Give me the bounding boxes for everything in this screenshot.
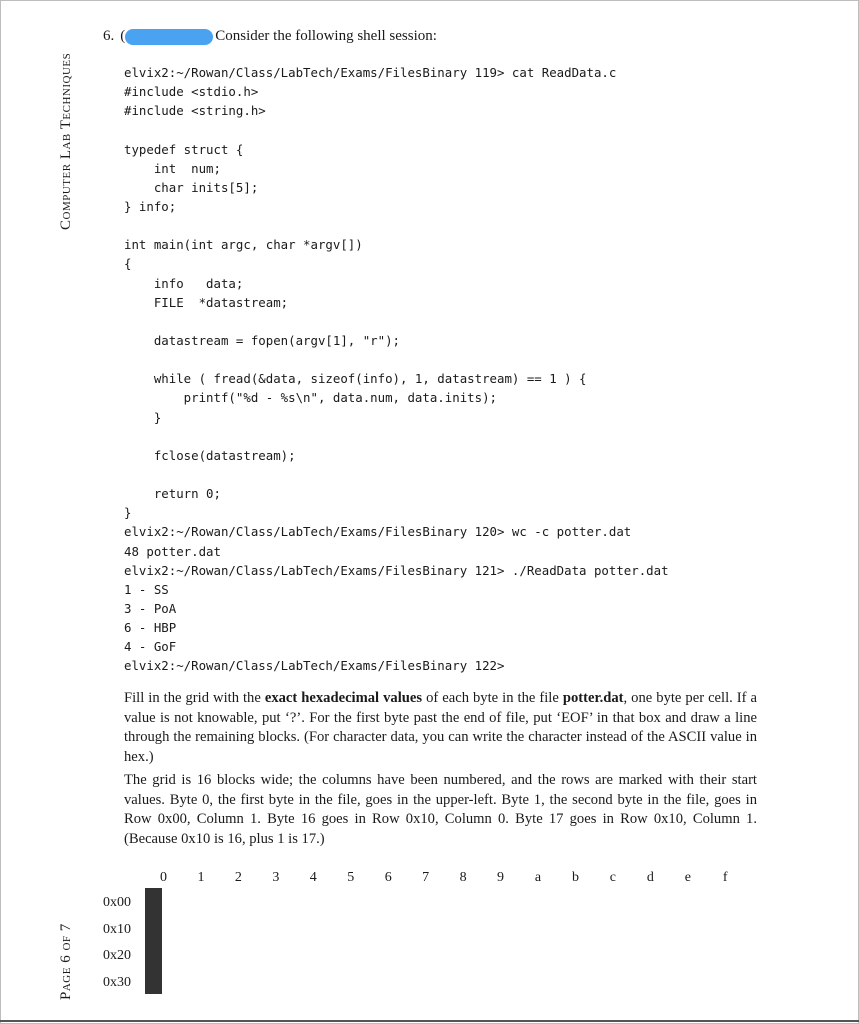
row-label: 0x30: [103, 974, 131, 990]
column-label: 4: [309, 870, 317, 885]
code-line: [124, 216, 669, 235]
page-number: Page 6 of 7: [58, 923, 74, 1000]
grid-cell[interactable]: [161, 967, 162, 993]
code-line: 3 - PoA: [124, 600, 177, 616]
question-header: [103, 28, 437, 45]
column-label: f: [722, 870, 728, 885]
instructions-text-3: , one byte per cell. If a value is not knowable, put ‘?’. For the first byte past the end of file, put ‘EOF’ in that box and draw a line through the remaining blocks. (For character data, you can write the character instead of the ASCII value in hex.): [124, 690, 758, 765]
code-line: int main(int argc, char *argv[]): [124, 237, 363, 253]
column-label: 6: [384, 870, 392, 885]
grid-cell[interactable]: [161, 915, 162, 941]
code-line: #include <string.h>: [124, 103, 266, 119]
grid-row: [146, 915, 162, 941]
column-label: 5: [347, 870, 355, 885]
instructions-text-2: of each byte in the file: [422, 690, 563, 706]
code-line: elvix2:~/Rowan/Class/LabTech/Exams/FilesBinary 122>: [124, 658, 505, 674]
code-line: int num;: [124, 160, 221, 176]
grid-row: [146, 967, 162, 993]
redaction-mark: [125, 29, 213, 45]
code-line: 1 - SS: [124, 581, 169, 597]
code-line: {: [124, 256, 132, 272]
code-line: typedef struct {: [124, 141, 244, 157]
code-line: 6 - HBP: [124, 620, 177, 636]
code-line: }: [124, 409, 162, 425]
column-label: d: [646, 870, 654, 885]
code-line: 48 potter.dat: [124, 543, 221, 559]
column-label: 9: [497, 870, 505, 885]
code-line: [124, 465, 669, 484]
question-intro: Consider the following shell session:: [215, 28, 437, 44]
column-label: 3: [272, 870, 280, 885]
code-line: [124, 427, 669, 446]
code-line: char inits[5];: [124, 179, 259, 195]
column-label: 0: [160, 870, 167, 885]
code-line: } info;: [124, 198, 177, 214]
column-label: a: [534, 870, 542, 885]
instructions-bold-filename: potter.dat: [562, 690, 624, 706]
code-line: FILE *datastream;: [124, 294, 289, 310]
code-line: [124, 350, 669, 369]
code-line: elvix2:~/Rowan/Class/LabTech/Exams/FilesBinary 121> ./ReadData potter.dat: [124, 562, 669, 578]
code-line: return 0;: [124, 486, 221, 502]
column-label: 8: [459, 870, 467, 885]
column-label: 7: [422, 870, 430, 885]
code-line: elvix2:~/Rowan/Class/LabTech/Exams/FilesBinary 119> cat ReadData.c: [124, 65, 617, 80]
code-line: 4 - GoF: [124, 639, 177, 655]
code-line: fclose(datastream);: [124, 447, 296, 463]
column-label: 2: [234, 870, 242, 885]
column-label: e: [684, 870, 691, 885]
grid-cell[interactable]: [161, 889, 162, 915]
code-line: while ( fread(&data, sizeof(info), 1, datastream) == 1 ) {: [124, 371, 587, 387]
code-line: datastream = fopen(argv[1], "r");: [124, 332, 401, 348]
byte-grid: [145, 888, 162, 994]
running-header: Computer Lab Techniques: [58, 52, 74, 230]
row-label: 0x00: [103, 895, 131, 910]
column-label: c: [609, 870, 616, 885]
code-line: info data;: [124, 275, 244, 291]
point-value-paren: (: [120, 28, 126, 44]
code-line: #include <stdio.h>: [124, 84, 259, 100]
column-label: b: [571, 870, 579, 885]
row-label: 0x20: [103, 948, 131, 963]
grid-explanation-paragraph: The grid is 16 blocks wide; the columns have been numbered, and the rows are marked with their start values. Byte 0, the first byte in the file, goes in the upper-left. Byte 1, the second byte in the file, goes in Row 0x00, Column 1. Byte 16 goes in Row 0x10, Column 0. Byte 17 goes in Row 0x10, Column 1. (Because 0x10 is 16, plus 1 is 17.): [124, 772, 757, 847]
code-line: elvix2:~/Rowan/Class/LabTech/Exams/FilesBinary 120> wc -c potter.dat: [124, 524, 632, 540]
question-number: 6.: [103, 28, 115, 44]
shell-session-code: [124, 63, 669, 676]
grid-row: [146, 889, 162, 915]
code-line: printf("%d - %s\n", data.num, data.inits);: [124, 390, 497, 406]
grid-cell[interactable]: [161, 941, 162, 967]
grid-row: [146, 941, 162, 967]
code-line: }: [124, 505, 132, 521]
instructions-text-1: Fill in the grid with the: [124, 690, 265, 706]
bottom-rule: [0, 1020, 859, 1022]
instructions-paragraph: [124, 689, 757, 767]
row-label: 0x10: [103, 921, 131, 937]
instructions-bold-1: exact hexadecimal values: [264, 690, 423, 706]
code-line: [124, 312, 669, 331]
code-line: [124, 120, 669, 139]
column-label: 1: [197, 870, 205, 885]
